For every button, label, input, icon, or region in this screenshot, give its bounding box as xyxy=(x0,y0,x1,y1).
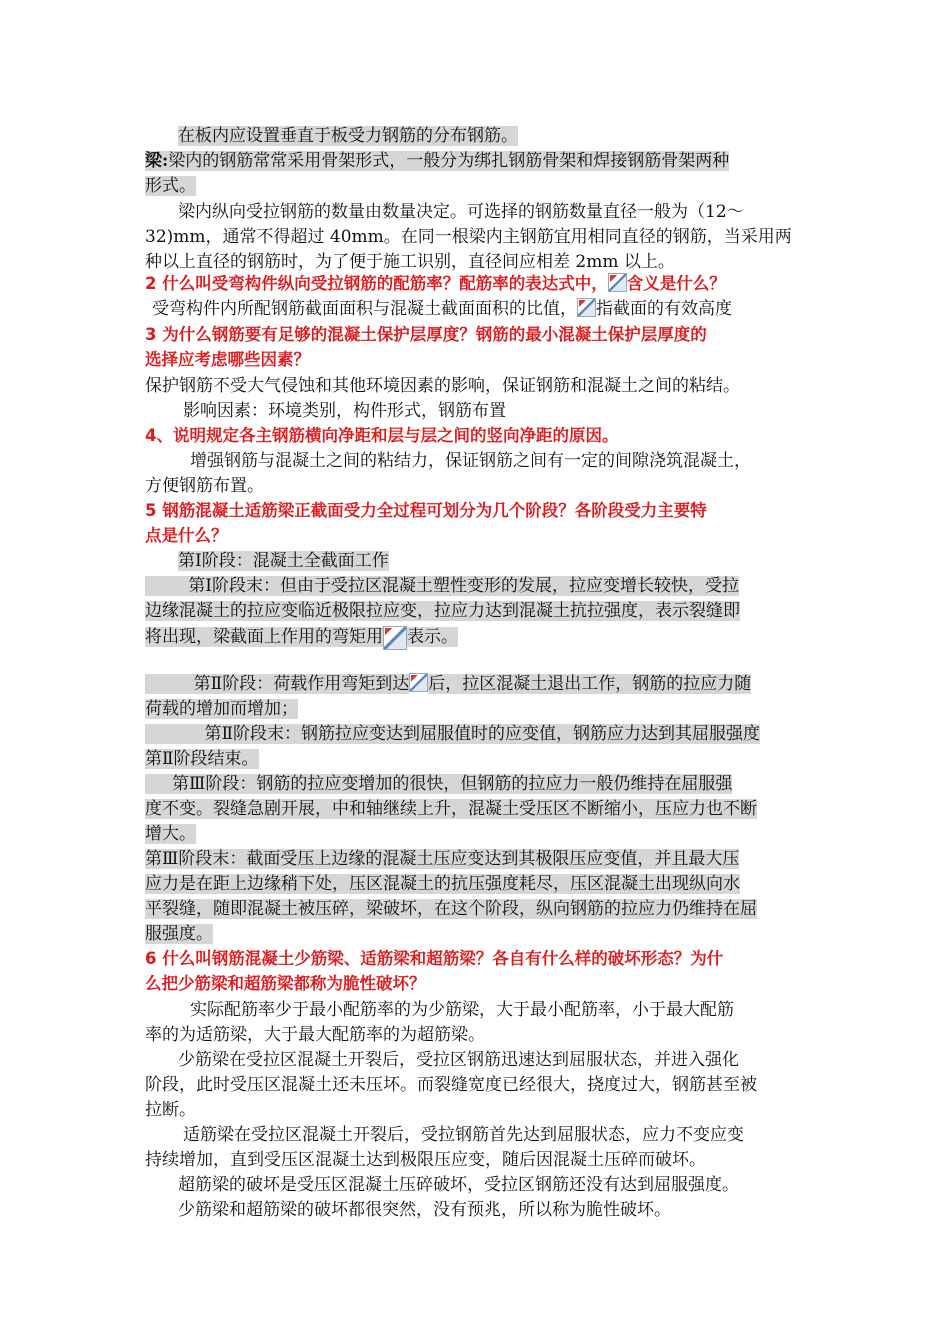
answer-line: 保护钢筋不受大气侵蚀和其他环境因素的影响，保证钢筋和混凝土之间的粘结。 xyxy=(145,376,740,396)
formula-image-icon xyxy=(577,298,596,317)
stage-line: 第Ⅱ阶段：荷载作用弯矩到达 后，拉区混凝土退出工作，钢筋的拉应力随 xyxy=(145,672,810,696)
stage-line: 平裂缝，随即混凝土被压碎，梁破坏，在这个阶段，纵向钢筋的拉应力仍维持在屈 xyxy=(145,899,757,919)
question-4: 4、说明规定各主钢筋横向净距和层与层之间的竖向净距的原因。 xyxy=(145,426,619,445)
paragraph-line: 种以上直径的钢筋时，为了便于施工识别，直径间应相差 2mm 以上。 xyxy=(145,252,675,272)
paragraph-line: 形式。 xyxy=(145,176,196,196)
paragraph-line: 在板内应设置垂直于板受力钢筋的分布钢筋。 xyxy=(178,126,518,146)
stage-line: 荷载的增加而增加； xyxy=(145,699,298,719)
answer-line: 超筋梁的破坏是受压区混凝土压碎破坏，受拉区钢筋还没有达到屈服强度。 xyxy=(178,1175,739,1195)
answer-line: 率的为适筋梁，大于最大配筋率的为超筋梁。 xyxy=(145,1025,485,1045)
stage-line: 增大。 xyxy=(145,824,196,844)
beam-label: 梁: xyxy=(145,151,169,171)
answer-line: 实际配筋率少于最小配筋率的为少筋梁，大于最小配筋率，小于最大配筋 xyxy=(190,1000,734,1020)
question-3-line2: 选择应考虑哪些因素？ xyxy=(145,350,310,369)
stage-line: 第Ⅱ阶段末：钢筋拉应变达到屈服值时的应变值，钢筋应力达到其屈服强度 xyxy=(145,722,810,746)
answer-line: 受弯构件内所配钢筋截面面积与混凝土截面面积的比值， 指截面的有效高度 xyxy=(152,299,732,319)
answer-line: 少筋梁和超筋梁的破坏都很突然，没有预兆，所以称为脆性破坏。 xyxy=(178,1200,671,1220)
question-5-line2: 点是什么？ xyxy=(145,526,228,545)
stage-line: 第Ⅲ阶段末：截面受压上边缘的混凝土压应变达到其极限压应变值，并且最大压 xyxy=(145,849,740,869)
formula-image-icon xyxy=(383,626,407,650)
question-3-line1: 3 为什么钢筋要有足够的混凝土保护层厚度？钢筋的最小混凝土保护层厚度的 xyxy=(145,325,707,344)
answer-line: 持续增加，直到受压区混凝土达到极限压应变，随后因混凝土压碎而破坏。 xyxy=(145,1150,706,1170)
answer-line: 阶段，此时受压区混凝土还未压坏。而裂缝宽度已经很大，挠度过大，钢筋甚至被 xyxy=(145,1075,757,1095)
question-5-line1: 5 钢筋混凝土适筋梁正截面受力全过程可划分为几个阶段？各阶段受力主要特 xyxy=(145,501,707,520)
paragraph-line: 32)mm，通常不得超过 40mm。在同一根梁内主钢筋宜用相同直径的钢筋，当采用两 xyxy=(145,227,792,247)
stage-line: 第Ⅰ阶段末：但由于受拉区混凝土塑性变形的发展，拉应变增长较快，受拉 xyxy=(145,574,810,598)
answer-line: 增强钢筋与混凝土之间的粘结力，保证钢筋之间有一定的间隙浇筑混凝土， xyxy=(190,451,751,471)
stage-line: 第Ⅰ阶段：混凝土全截面工作 xyxy=(178,551,389,571)
answer-line: 拉断。 xyxy=(145,1100,196,1120)
question-6-line1: 6 什么叫钢筋混凝土少筋梁、适筋梁和超筋梁？各自有什么样的破坏形态？为什 xyxy=(145,949,724,968)
question-6-line2: 么把少筋梁和超筋梁都称为脆性破坏？ xyxy=(145,974,426,993)
formula-image-icon xyxy=(608,273,627,292)
question-2: 2 什么叫受弯构件纵向受拉钢筋的配筋率？配筋率的表达式中， 含义是什么？ xyxy=(145,274,726,293)
stage-line: 第Ⅱ阶段结束。 xyxy=(145,749,259,769)
answer-line: 影响因素：环境类别，构件形式，钢筋布置 xyxy=(183,401,506,421)
answer-line: 方便钢筋布置。 xyxy=(145,476,264,496)
paragraph-line: 梁内纵向受拉钢筋的数量由数量决定。可选择的钢筋数量直径一般为（12～ xyxy=(178,202,744,222)
stage-line: 度不变。裂缝急剧开展，中和轴继续上升，混凝土受压区不断缩小，压应力也不断 xyxy=(145,799,757,819)
answer-line: 少筋梁在受拉区混凝土开裂后，受拉区钢筋迅速达到屈服状态，并进入强化 xyxy=(178,1050,739,1070)
stage-line: 第Ⅲ阶段：钢筋的拉应变增加的很快，但钢筋的拉应力一般仍维持在屈服强 xyxy=(145,772,810,796)
answer-line: 适筋梁在受拉区混凝土开裂后，受拉钢筋首先达到屈服状态，应力不变应变 xyxy=(183,1125,744,1145)
beam-heading-line: 梁:梁内的钢筋常常采用骨架形式，一般分为绑扎钢筋骨架和焊接钢筋骨架两种 xyxy=(145,151,730,171)
formula-image-icon xyxy=(409,673,428,692)
stage-line: 服强度。 xyxy=(145,924,213,944)
stage-line: 边缘混凝土的拉应变临近极限拉应变，拉应力达到混凝土抗拉强度，表示裂缝即 xyxy=(145,601,740,621)
stage-line: 将出现，梁截面上作用的弯矩用 表示。 xyxy=(145,624,810,658)
stage-line: 应力是在距上边缘稍下处，压区混凝土的抗压强度耗尽，压区混凝土出现纵向水 xyxy=(145,874,740,894)
